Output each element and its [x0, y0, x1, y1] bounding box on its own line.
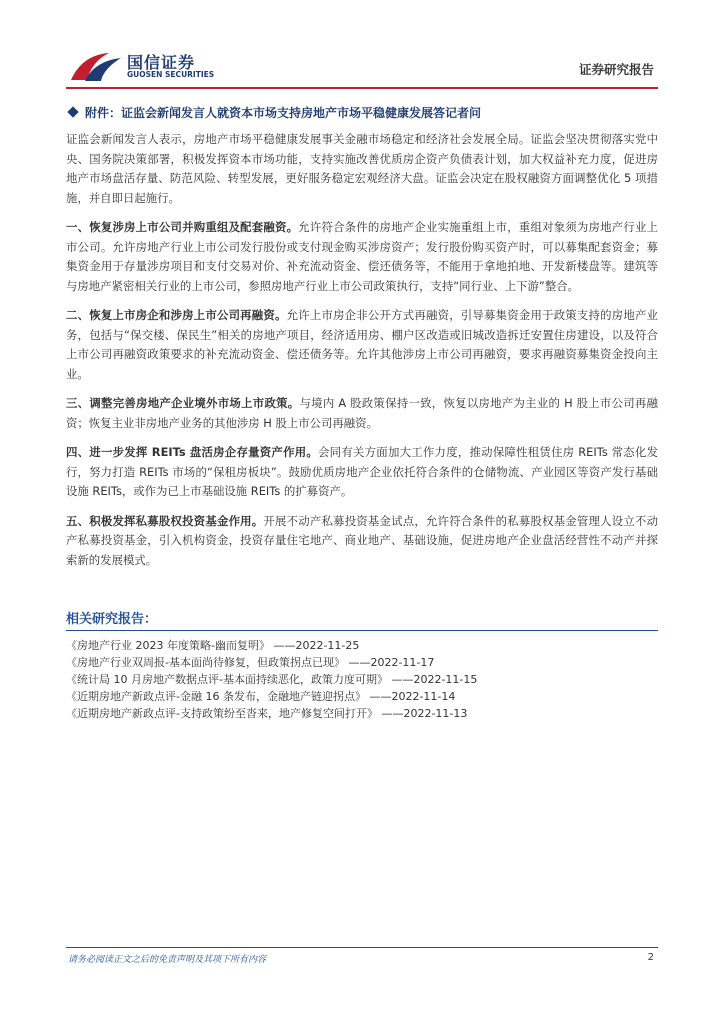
footer-divider — [66, 947, 658, 948]
related-reports-title: 相关研究报告： — [66, 612, 158, 627]
header-divider — [66, 87, 658, 89]
logo-chinese-name: 国信证券 — [127, 53, 196, 72]
related-report-item: 《近期房地产新政点评-支持政策纷至沓来，地产修复空间打开》 ——2022-11-13 — [66, 707, 468, 720]
paragraph-body: 开展不动产私募投资基金试点，允许符合条件的私募股权基金管理人设立不动产私募投资基金，引入机构资金，投资存量住宅地产、商业地产、基础设施，促进房地产企业盘活经营性不动产并探索新的发展模式。 — [66, 513, 658, 567]
paragraph-lead: 五、积极发挥私募股权投资基金作用。 — [66, 513, 264, 528]
paragraph-lead: 一、恢复涉房上市公司并购重组及配套融资。 — [66, 220, 299, 234]
related-report-item: 《近期房地产新政点评-金融 16 条发布，金融地产链迎拐点》 ——2022-11-14 — [66, 690, 456, 703]
paragraph-intro — [66, 130, 658, 208]
page-number: 2 — [647, 952, 654, 963]
paragraph-body: 允许上市房企非公开方式再融资，引导募集资金用于政策支持的房地产业务，包括与“保交楼、保民生”相关的房地产项目，经济适用房、棚户区改造或旧城改造拆迁安置住房建设，以及符合上市公司再融资政策要求的补充流动资金、偿还债务等。允许其他涉房上市公司再融资，要求再融资募集资金投向主业。 — [66, 308, 658, 381]
paragraph-lead: 四、进一步发挥 REITs 盘活房企存量资产作用。 — [66, 445, 319, 459]
paragraph-body: 会同有关方面加大工作力度，推动保障性租赁住房 REITs 常态化发行，努力打造 REITs 市场的“保租房板块”。鼓励优质房地产企业依托符合条件的仓储物流、产业园区等资产发行基础设施 REITs，或作为已上市基础设施 REITs 的扩募资产。 — [66, 445, 658, 498]
appendix-title: 附件：证监会新闻发言人就资本市场支持房地产市场平稳健康发展答记者问 — [85, 105, 482, 120]
related-report-item: 《统计局 10 月房地产数据点评-基本面持续恶化，政策力度可期》 ——2022-11-15 — [66, 673, 478, 686]
paragraph-body: 与境内 A 股政策保持一致，恢复以房地产为主业的 H 股上市公司再融资；恢复主业非房地产业务的其他涉房 H 股上市公司再融资。 — [66, 396, 658, 430]
guosen-logo — [69, 48, 219, 88]
paragraph-measure-2 — [66, 306, 658, 384]
disclaimer-note: 请务必阅读正文之后的免责声明及其项下所有内容 — [68, 955, 267, 965]
guosen-logo-mark-icon — [69, 50, 123, 84]
paragraph-body: 证监会新闻发言人表示，房地产市场平稳健康发展事关金融市场稳定和经济社会发展全局。证监会坚决贯彻落实党中央、国务院决策部署，积极发挥资本市场功能，支持实施改善优质房企资产负债表计划，加大权益补充力度，促进房地产市场盘活存量、防范风险、转型发展，更好服务稳定宏观经济大盘。证监会决定在股权融资方面调整优化 5 项措施，并自即日起施行。 — [66, 132, 658, 205]
paragraph-measure-5 — [66, 512, 658, 571]
diamond-bullet-icon — [67, 106, 78, 117]
paragraph-body: 允许符合条件的房地产企业实施重组上市，重组对象须为房地产行业上市公司。允许房地产行业上市公司发行股份或支付现金购买涉房资产；发行股份购买资产时，可以募集配套资金；募集资金用于存量涉房项目和支付交易对价、补充流动资金、偿还债务等，不能用于拿地拍地、开发新楼盘等。建筑等与房地产紧密相关行业的上市公司，参照房地产行业上市公司政策执行，支持“同行业、上下游”整合。 — [66, 220, 658, 293]
paragraph-lead: 三、调整完善房地产企业境外市场上市政策。 — [66, 396, 300, 410]
main-content — [66, 100, 658, 580]
related-reports — [66, 608, 658, 722]
related-reports-divider — [66, 630, 658, 631]
paragraph-measure-3 — [66, 394, 658, 433]
paragraph-measure-4 — [66, 443, 658, 502]
appendix-heading — [66, 100, 658, 124]
paragraph-lead: 二、恢复上市房企和涉房上市公司再融资。 — [66, 308, 287, 322]
logo-english-name: GUOSEN SECURITIES — [127, 70, 215, 79]
page-header — [0, 0, 724, 92]
report-type-label: 证券研究报告 — [578, 62, 654, 77]
paragraph-measure-1 — [66, 218, 658, 296]
related-report-item: 《房地产行业双周报-基本面尚待修复，但政策拐点已现》 ——2022-11-17 — [66, 656, 435, 669]
related-report-item: 《房地产行业 2023 年度策略-幽而复明》 ——2022-11-25 — [66, 639, 360, 652]
